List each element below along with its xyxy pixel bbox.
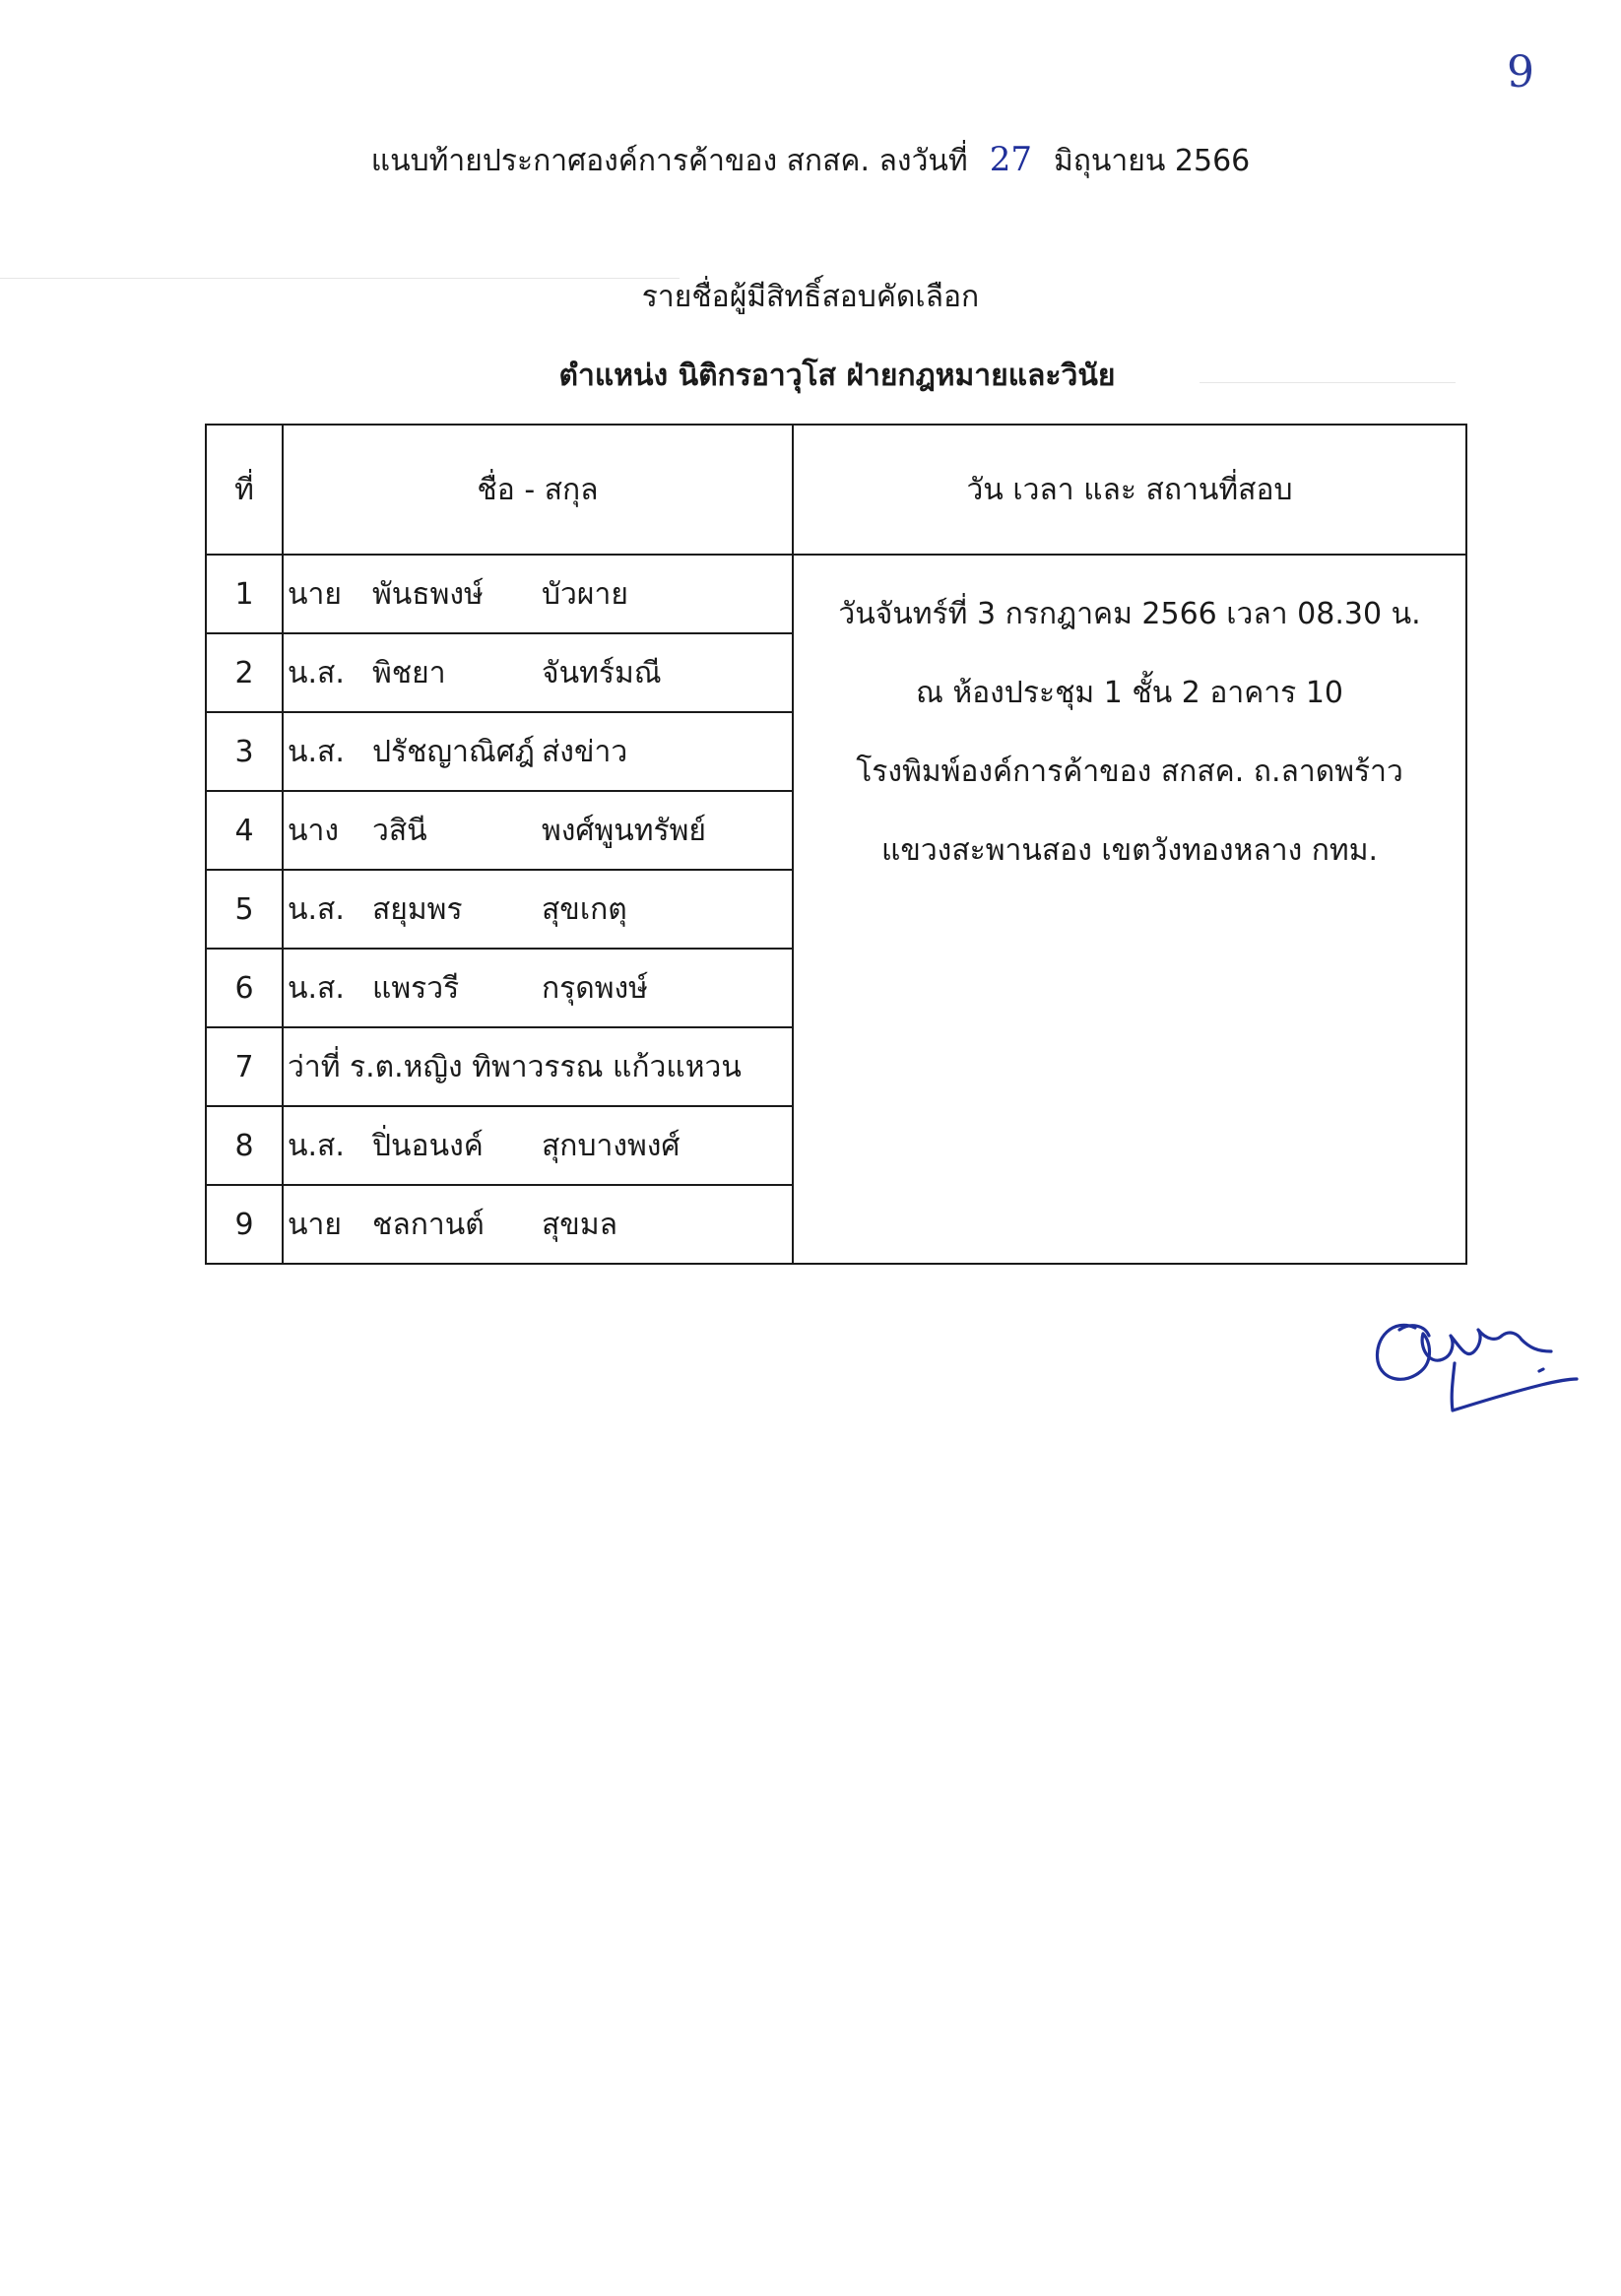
- candidate-name: [283, 712, 793, 791]
- schedule-building: โรงพิมพ์องค์การค้าของ สกสค. ถ.ลาดพร้าว: [856, 754, 1403, 789]
- name-prefix: นาย: [288, 1207, 342, 1242]
- header-month-year: มิถุนายน 2566: [1053, 144, 1251, 178]
- candidates-table: [205, 424, 1467, 1265]
- row-number: 8: [206, 1106, 283, 1185]
- first-name: พันธพงษ์: [372, 576, 484, 612]
- last-name: สุกบางพงศ์: [542, 1128, 681, 1163]
- row-number: 1: [206, 555, 283, 633]
- attachment-header: [0, 138, 1621, 184]
- row-number: 7: [206, 1027, 283, 1106]
- first-name: วสินี: [372, 813, 427, 848]
- first-name: ปิ่นอนงค์: [372, 1128, 484, 1163]
- candidate-name: [283, 1106, 793, 1185]
- candidate-name: [283, 1185, 793, 1264]
- last-name: จันทร์มณี: [542, 655, 662, 690]
- schedule-district: แขวงสะพานสอง เขตวังทองหลาง กทม.: [880, 833, 1379, 868]
- name-prefix: นาง: [288, 813, 340, 848]
- row-number: 9: [206, 1185, 283, 1264]
- schedule-room: ณ ห้องประชุม 1 ชั้น 2 อาคาร 10: [915, 676, 1343, 710]
- name-prefix: น.ส.: [288, 734, 345, 769]
- candidate-name: [283, 791, 793, 870]
- exam-schedule: [793, 555, 1466, 1264]
- first-name: สยุมพร: [372, 891, 463, 927]
- row-number: 5: [206, 870, 283, 949]
- first-name: พิชยา: [372, 655, 446, 690]
- page-number: 9: [1507, 47, 1534, 98]
- table-header-row: [206, 425, 1466, 555]
- header-num: ที่: [206, 425, 283, 555]
- list-title: รายชื่อผู้มีสิทธิ์สอบคัดเลือก: [641, 280, 980, 314]
- name-prefix: น.ส.: [288, 655, 345, 690]
- last-name: สุขมล: [542, 1207, 617, 1242]
- name-prefix: น.ส.: [288, 891, 345, 927]
- first-name: ปรัชญาณิศฎ์: [372, 734, 535, 769]
- table-row: [206, 555, 1466, 633]
- last-name: สุขเกตุ: [542, 891, 627, 927]
- schedule-date-time: วันจันทร์ที่ 3 กรกฎาคม 2566 เวลา 08.30 น.: [838, 597, 1421, 631]
- last-name: ส่งข่าว: [542, 734, 628, 769]
- scan-artifact-line: [1200, 382, 1456, 383]
- first-name: แพรวรี: [372, 970, 460, 1006]
- name-prefix: น.ส.: [288, 970, 345, 1006]
- candidate-name: [283, 870, 793, 949]
- full-name-with-rank: ว่าที่ ร.ต.หญิง ทิพาวรรณ แก้วแหวน: [288, 1049, 742, 1084]
- position-title: ตำแหน่ง นิติกรอาวุโส ฝ่ายกฎหมายและวินัย: [558, 359, 1116, 393]
- row-number: 3: [206, 712, 283, 791]
- header-name: ชื่อ - สกุล: [283, 425, 793, 555]
- last-name: กรุดพงษ์: [542, 970, 648, 1006]
- header-day-handwritten: 27: [989, 140, 1032, 179]
- header-schedule: วัน เวลา และ สถานที่สอบ: [793, 425, 1466, 555]
- last-name: บัวผาย: [542, 576, 628, 612]
- row-number: 2: [206, 633, 283, 712]
- handwritten-signature: [1364, 1290, 1581, 1428]
- scan-artifact-line: [0, 278, 680, 279]
- row-number: 6: [206, 949, 283, 1027]
- name-prefix: นาย: [288, 576, 342, 612]
- candidate-name: [283, 633, 793, 712]
- candidate-name: [283, 949, 793, 1027]
- candidate-name: [283, 1027, 793, 1106]
- first-name: ชลกานต์: [372, 1207, 485, 1242]
- header-text: แนบท้ายประกาศองค์การค้าของ สกสค. ลงวันที่: [370, 144, 968, 178]
- name-prefix: น.ส.: [288, 1128, 345, 1163]
- candidate-name: [283, 555, 793, 633]
- row-number: 4: [206, 791, 283, 870]
- last-name: พงศ์พูนทรัพย์: [542, 813, 706, 848]
